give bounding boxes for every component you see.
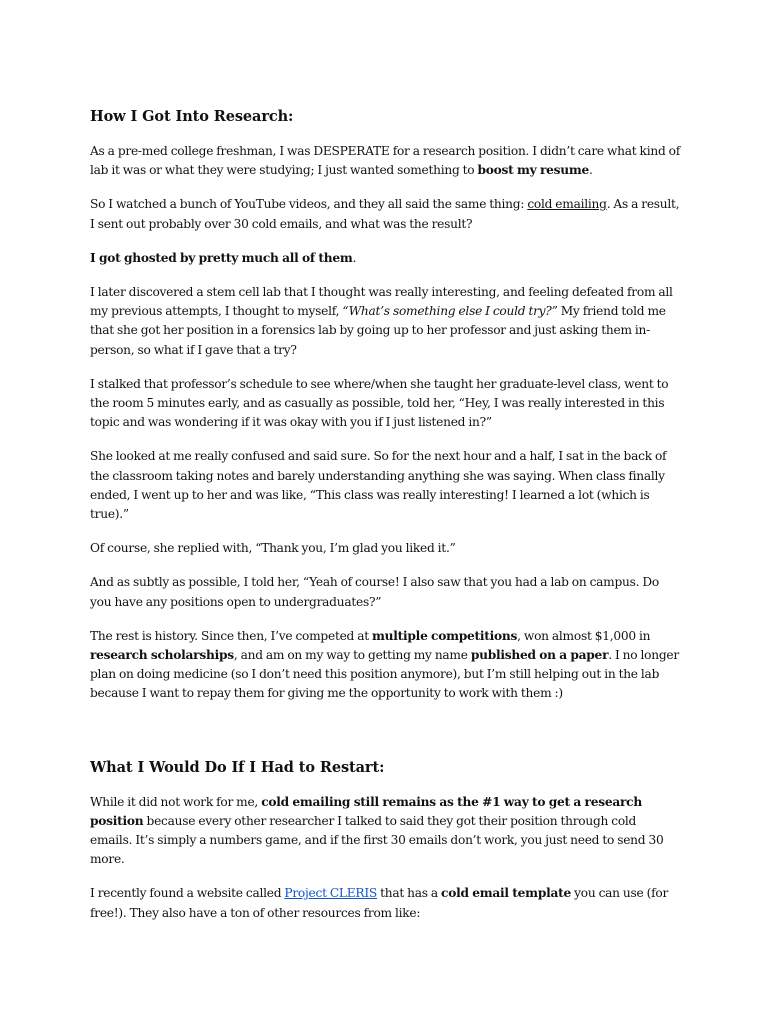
bold-text: cold email template: [441, 886, 572, 901]
italic-text: “What’s something else I could try?”: [342, 304, 558, 319]
text-run: I recently found a website called: [90, 886, 285, 901]
document-page: [90, 108, 680, 938]
bold-text: multiple competitions: [372, 628, 518, 643]
text-run: you can use (for free!). They also have a ton of other resources from like:: [90, 886, 669, 920]
section-spacer: [90, 719, 680, 759]
paragraph: [90, 884, 680, 922]
bold-text: I got ghosted by pretty much all of them: [90, 250, 353, 265]
paragraph: And as subtly as possible, I told her, “Yeah of course! I also saw that you had a lab on campus. Do you have any positions open to undergraduates?”: [90, 575, 659, 609]
text-run: As a pre-med college freshman, I was DESPERATE for a research position. I didn’t care what kind of lab it was or what they were studying; I just wanted something to: [90, 144, 680, 178]
section-heading-research: How I Got Into Research:: [90, 108, 294, 125]
text-run: . As a result, I sent out probably over 30 cold emails, and what was the result?: [90, 197, 680, 231]
paragraph: Of course, she replied with, “Thank you, I’m glad you liked it.”: [90, 541, 456, 556]
underlined-text: cold emailing: [527, 197, 607, 212]
text-run: My friend told me that she got her position in a forensics lab by going up to her professor and just asking them in-person, so what if I gave that a try?: [90, 304, 666, 357]
paragraph: [90, 793, 680, 870]
bold-text: cold emailing still remains as the #1 way to get a research position: [90, 794, 642, 828]
text-run: I later discovered a stem cell lab that I thought was really interesting, and feeling defeated from all my previous attempts, I thought to myself,: [90, 285, 673, 319]
text-run: that has a: [377, 886, 442, 901]
paragraph: She looked at me really confused and said sure. So for the next hour and a half, I sat in the back of the classroom taking notes and barely understanding anything she was saying. When class finally ended, I went up to her and was like, “This class was really interesting! I learned a lot (which is true).”: [90, 449, 667, 522]
text-run: .: [589, 163, 593, 178]
project-cleris-link[interactable]: Project CLERIS: [284, 886, 377, 901]
text-run: , and am on my way to getting my name: [233, 648, 471, 663]
text-run: While it did not work for me,: [90, 794, 262, 809]
bold-text: research scholarships: [90, 648, 234, 663]
paragraph: I stalked that professor’s schedule to see where/when she taught her graduate-level class, went to the room 5 minutes early, and as casually as possible, told her, “Hey, I was really interested in this topic and was wondering if it was okay with you if I just listened in?”: [90, 376, 669, 430]
paragraph: [90, 195, 680, 233]
text-run: , won almost $1,000 in: [517, 628, 651, 643]
text-run: So I watched a bunch of YouTube videos, and they all said the same thing:: [90, 197, 528, 212]
section-heading-restart: What I Would Do If I Had to Restart:: [90, 758, 385, 776]
text-run: The rest is history. Since then, I’ve competed at: [90, 628, 373, 643]
paragraph: [90, 283, 680, 360]
paragraph: [90, 249, 680, 268]
paragraph: [90, 627, 680, 704]
paragraph: [90, 142, 680, 180]
text-run: because every other researcher I talked to said they got their position through cold emails. It’s simply a numbers game, and if the first 30 emails don’t work, you just need to send 30 more.: [90, 813, 664, 867]
bold-text: published on a paper: [470, 648, 609, 663]
text-run: . I no longer plan on doing medicine (so I don’t need this position anymore), but I’m still helping out in the lab because I want to repay them for giving me the opportunity to work with them :): [90, 648, 679, 701]
text-run: .: [352, 250, 357, 265]
bold-text: boost my resume: [477, 163, 590, 178]
